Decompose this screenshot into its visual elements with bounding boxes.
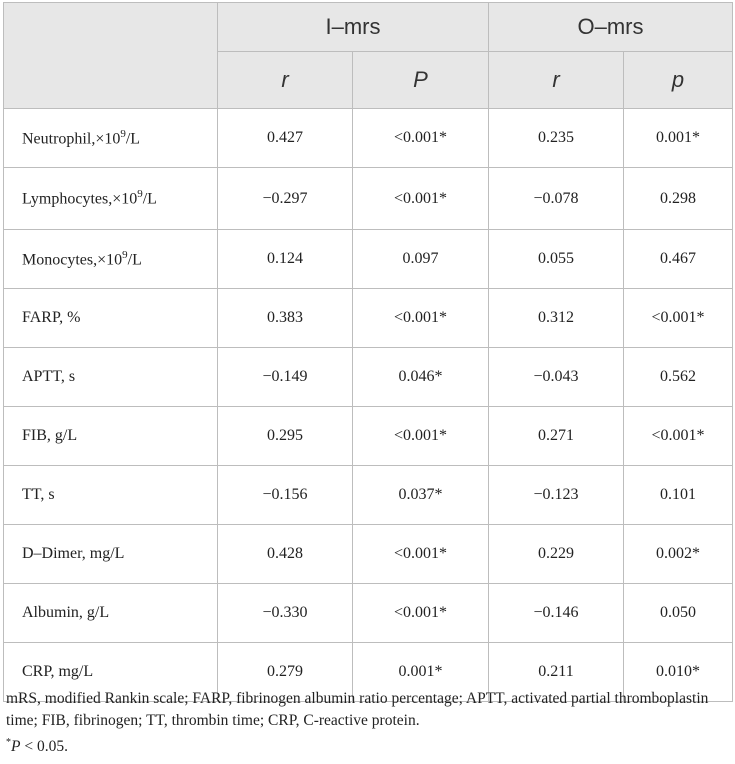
table-row [4, 584, 733, 643]
variable-unit: /L [142, 190, 157, 208]
cell-i-mrs-r: 0.124 [218, 230, 353, 289]
variable-name: TT, s [22, 486, 55, 503]
subheader-o-r: r [489, 52, 624, 109]
subheader-i-r: r [218, 52, 353, 109]
cell-o-mrs-p: 0.467 [624, 230, 733, 289]
cell-i-mrs-r: −0.330 [218, 584, 353, 643]
variable-exponent: 9 [120, 127, 126, 140]
variable-name: APTT, s [22, 368, 76, 385]
table-row [4, 348, 733, 407]
cell-i-mrs-p: 0.046* [353, 348, 489, 407]
group-header-o-mrs: O–mrs [489, 3, 733, 52]
variable-label [4, 230, 218, 289]
variable-label [4, 348, 218, 407]
variable-exponent: 9 [122, 248, 128, 261]
subheader-i-p: P [353, 52, 489, 109]
variable-name: Neutrophil,×10 [22, 130, 121, 148]
variable-name: Monocytes,×10 [22, 251, 123, 269]
variable-label [4, 525, 218, 584]
cell-i-mrs-p: <0.001* [353, 289, 489, 348]
cell-i-mrs-r: −0.149 [218, 348, 353, 407]
variable-label [4, 109, 218, 168]
table-footnote [6, 688, 731, 758]
table-row [4, 230, 733, 289]
variable-name: D–Dimer, mg/L [22, 545, 125, 562]
correlation-table [3, 2, 733, 702]
variable-label [4, 289, 218, 348]
cell-i-mrs-p: <0.001* [353, 109, 489, 168]
table-body [4, 109, 733, 702]
variable-name: Albumin, g/L [22, 604, 110, 621]
cell-o-mrs-r: −0.043 [489, 348, 624, 407]
variable-label [4, 168, 218, 230]
variable-name: FIB, g/L [22, 427, 78, 444]
variable-exponent: 9 [137, 188, 143, 201]
variable-name: FARP, % [22, 309, 81, 326]
cell-o-mrs-r: −0.078 [489, 168, 624, 230]
subheader-o-p: p [624, 52, 733, 109]
variable-unit: /L [127, 251, 142, 269]
cell-o-mrs-r: 0.312 [489, 289, 624, 348]
variable-label [4, 584, 218, 643]
table-row [4, 289, 733, 348]
significance-mark: * [6, 737, 11, 748]
cell-i-mrs-p: <0.001* [353, 407, 489, 466]
cell-o-mrs-r: 0.229 [489, 525, 624, 584]
cell-o-mrs-r: 0.235 [489, 109, 624, 168]
cell-i-mrs-p: 0.037* [353, 466, 489, 525]
cell-o-mrs-r: 0.055 [489, 230, 624, 289]
cell-i-mrs-r: 0.295 [218, 407, 353, 466]
cell-o-mrs-p: 0.002* [624, 525, 733, 584]
cell-i-mrs-r: −0.156 [218, 466, 353, 525]
table-row [4, 407, 733, 466]
significance-note [6, 732, 731, 758]
cell-i-mrs-r: 0.383 [218, 289, 353, 348]
significance-variable: P [11, 738, 21, 756]
cell-o-mrs-r: −0.123 [489, 466, 624, 525]
table-row [4, 168, 733, 230]
cell-i-mrs-p: <0.001* [353, 525, 489, 584]
cell-o-mrs-p: <0.001* [624, 289, 733, 348]
cell-o-mrs-r: 0.211 [489, 643, 624, 702]
cell-o-mrs-r: 0.271 [489, 407, 624, 466]
variable-name: Lymphocytes,×10 [22, 190, 138, 208]
cell-o-mrs-p: 0.001* [624, 109, 733, 168]
variable-unit: /L [125, 130, 141, 148]
variable-name: CRP, mg/L [22, 663, 94, 680]
cell-o-mrs-p: 0.298 [624, 168, 733, 230]
cell-o-mrs-p: 0.101 [624, 466, 733, 525]
cell-i-mrs-p: <0.001* [353, 168, 489, 230]
cell-i-mrs-p: 0.001* [353, 643, 489, 702]
cell-i-mrs-r: 0.427 [218, 109, 353, 168]
header-blank [4, 3, 218, 109]
table-row [4, 109, 733, 168]
cell-i-mrs-p: 0.097 [353, 230, 489, 289]
cell-o-mrs-p: 0.562 [624, 348, 733, 407]
cell-i-mrs-p: <0.001* [353, 584, 489, 643]
cell-i-mrs-r: 0.279 [218, 643, 353, 702]
cell-o-mrs-p: 0.010* [624, 643, 733, 702]
table-header [4, 3, 733, 109]
variable-label [4, 407, 218, 466]
cell-i-mrs-r: 0.428 [218, 525, 353, 584]
cell-o-mrs-p: <0.001* [624, 407, 733, 466]
group-header-i-mrs: I–mrs [218, 3, 489, 52]
table-row [4, 466, 733, 525]
abbreviations-note: mRS, modified Rankin scale; FARP, fibrinogen albumin ratio percentage; APTT, activated partial thromboplastin time; FIB, fibrinogen; TT, thrombin time; CRP, C-reactive protein. [6, 690, 709, 729]
significance-threshold: < 0.05. [20, 738, 68, 756]
table-row [4, 525, 733, 584]
cell-i-mrs-r: −0.297 [218, 168, 353, 230]
variable-label [4, 466, 218, 525]
cell-o-mrs-p: 0.050 [624, 584, 733, 643]
cell-o-mrs-r: −0.146 [489, 584, 624, 643]
